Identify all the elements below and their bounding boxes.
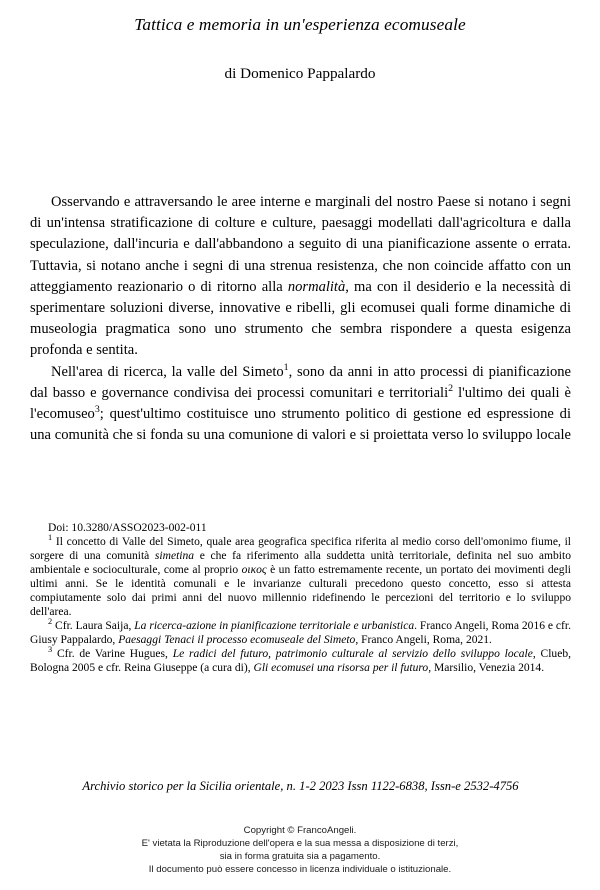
footnote-3-emphasis-2: Gli ecomusei una risorsa per il futuro [253, 662, 429, 675]
footnote-3-text-2: , Clueb, Bologna 2005 e cfr. Reina Giuseppe (a cura di), [30, 648, 571, 675]
copyright-line-4: Il documento può essere concesso in licenza individuale o istituzionale. [148, 864, 452, 876]
title-block [0, 14, 600, 36]
footnote-block [30, 521, 571, 676]
article-author: di Domenico Pappalardo [224, 65, 376, 82]
footnote-marker-2: 2 [48, 617, 53, 627]
paragraph-1-text-1: Osservando e attraversando le aree interne e marginali del nostro Paese si notano i segni di un'intensa stratificazione di colture e culture, paesaggi modellati dall'agricoltura e dalla speculazione, dall'incuria e dall'abbandono a seguito di una pianificazione assente o errata. Tuttavia, si notano anche i segni di una strenua resistenza, che non coincide affatto con un atteggiamento reazionario o di ritorno alla [30, 194, 571, 295]
journal-citation-line: Archivio storico per la Sicilia orientale, n. 1-2 2023 Issn 1122-6838, Issn-e 2532-4756 [82, 779, 519, 793]
copyright-line-3: sia in forma gratuita sia a pagamento. [219, 851, 381, 863]
footnote-1-text-1: Il concetto di Valle del Simeto, quale area geografica specifica riferita al medio corso dell'omonimo fiume, il sorgere di una comunità [30, 536, 571, 563]
copyright-line-2: E' vietata la Riproduzione dell'opera e la sua messa a disposizione di terzi, [141, 838, 459, 850]
paragraph-2-text-1: Nell'area di ricerca, la valle del Simeto [51, 363, 284, 380]
article-title: Tattica e memoria in un'esperienza ecomuseale [134, 15, 466, 34]
doi-line: Doi: 10.3280/ASSO2023-002-011 [48, 522, 207, 534]
footnote-1-text-2: e che fa riferimento alla suddetta unità territoriale, definita nel suo ambito ambientale e socioculturale, come al proprio [30, 550, 571, 577]
footnote-3-emphasis-1: Le radici del futuro, patrimonio culturale al servizio dello sviluppo locale [172, 648, 533, 661]
footnote-2-emphasis-1: La ricerca-azione in pianificazione territoriale e urbanistica [134, 620, 415, 633]
footnote-3-text-3: , Marsilio, Venezia 2014. [428, 662, 545, 675]
footnote-ref-3[interactable]: 3 [94, 404, 100, 416]
paragraph-2-text-3: l'ultimo dei quali è l'ecomuseo [30, 384, 571, 423]
footnote-2-text-1: Cfr. Laura Saija, [52, 620, 135, 633]
footnote-2-text-2: . Franco Angeli, Roma 2016 e cfr. Giusy Pappalardo, [30, 620, 571, 647]
footnote-item-3 [30, 647, 571, 675]
footnote-ref-2[interactable]: 2 [448, 382, 454, 394]
footnote-marker-1: 1 [48, 533, 53, 543]
footnote-ref-1[interactable]: 1 [283, 361, 289, 373]
copyright-footer [0, 824, 600, 876]
paragraph-1-emphasis: normalità [287, 278, 346, 295]
footnote-3-text-1: Cfr. de Varine Hugues, [52, 648, 173, 661]
footnote-1-emphasis-2: οικος [241, 564, 267, 577]
body-paragraph-2 [30, 362, 571, 447]
paragraph-2-text-4: ; quest'ultimo costituisce uno strumento politico di gestione ed espressione di una comunità che si fonda su una comunione di valori e si proiettata verso lo sviluppo locale [30, 406, 571, 444]
body-paragraph-1 [30, 192, 571, 362]
article-body [30, 192, 571, 446]
footnote-item-2 [30, 619, 571, 647]
footnote-marker-3: 3 [48, 645, 53, 655]
footnote-item-1 [30, 535, 571, 619]
footnote-1-text-3: è un fatto estremamente recente, un portato dei movimenti degli ultimi anni. Se le identità comunali e le invarianze culturali precedono questo concetto, esso si attesta compiutamente solo dai primi anni del nuovo millennio ridefinendo le percezioni del territorio e lo sviluppo dell'area. [30, 564, 571, 619]
copyright-line-1: Copyright © FrancoAngeli. [243, 825, 357, 836]
footnote-2-text-3: , Franco Angeli, Roma, 2021. [355, 634, 492, 647]
paragraph-2-text-2: , sono da anni in atto processi di pianificazione dal basso e governance condivisa dei processi comunitari e territoriali [30, 363, 571, 401]
footnote-2-emphasis-2: Paesaggi Tenaci il processo ecomuseale del Simeto [118, 634, 356, 647]
footnote-1-emphasis-1: simetina [154, 550, 195, 563]
paragraph-1-text-2: , ma con il desiderio e la necessità di sperimentare soluzioni diverse, innovative e ribelli, gli ecomusei quali forme dinamiche di museologia pragmatica sono uno strumento che sembra rispondere a questa esigenza profonda e sentita. [30, 278, 571, 359]
